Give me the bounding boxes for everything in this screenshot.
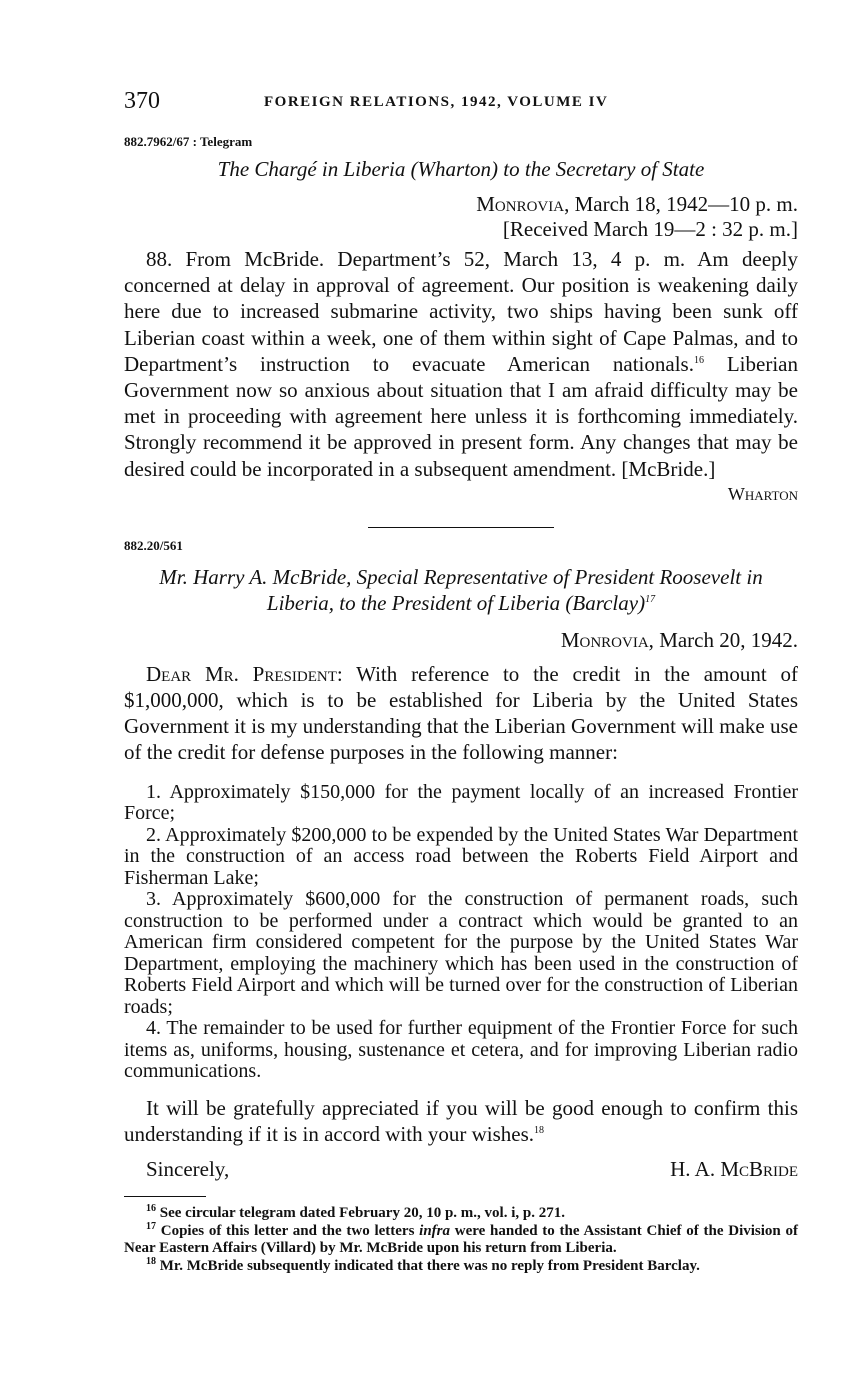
doc2-dateline-date: March 20, 1942. <box>653 627 798 652</box>
doc1-body-part2: Liberian Government now so anxious about situation that I am afraid difficulty may be met in proceeding with agreement here unless it is forthcoming immediately. Strongly recommend it be approved in present form. Any changes that may be desired could be incorporated in a subsequent amendment. [McBride.] <box>124 351 798 481</box>
doc1-dateline-place: Monrovia, <box>476 192 570 216</box>
doc2-heading-text: Mr. Harry A. McBride, Special Representative of President Roosevelt in Liberia, to the President of Liberia (Barclay) <box>159 564 763 615</box>
page-number: 370 <box>124 88 160 114</box>
footnote-18 <box>124 1255 798 1276</box>
doc1-heading: The Chargé in Liberia (Wharton) to the Secretary of State <box>217 157 705 181</box>
doc2-closing-paragraph <box>124 1095 798 1147</box>
footnote-17 <box>124 1220 798 1258</box>
footnote-mark: 18 <box>146 1255 156 1267</box>
footnote-ref-18: 18 <box>534 1124 545 1136</box>
footnote-italic: infra <box>419 1222 451 1239</box>
footnote-text: Mr. McBride subsequently indicated that there was no reply from President Barclay. <box>156 1257 700 1274</box>
running-title: FOREIGN RELATIONS, 1942, VOLUME IV <box>264 94 609 110</box>
list-item: 3. Approximately $600,000 for the construction of permanent roads, such construction to be performed under a contract which would be granted to an American firm considered competent for the purpose by the United States War Department, employing the machinery which has been used in the construction of Roberts Field Airport and which will be turned over for the construction of Liberian roads; <box>124 888 798 1018</box>
footnote-16 <box>124 1205 798 1223</box>
document-page <box>124 88 798 1275</box>
running-head <box>124 88 798 124</box>
doc1-body <box>124 246 798 482</box>
footnote-mark: 17 <box>146 1220 156 1232</box>
footnote-text: were handed to the Assistant Chief of the Division of Near Eastern Affairs (Villard) by Mr. McBride upon his return from Liberia. <box>124 1222 798 1257</box>
footnote-rule <box>124 1196 206 1197</box>
doc1-received: [Received March 19—2 : 32 p. m.] <box>502 217 798 241</box>
list-item: 4. The remainder to be used for further equipment of the Frontier Force for such items as, uniforms, housing, sustenance et cetera, and for improving Liberian radio communications. <box>124 1017 798 1083</box>
footnote-text: Copies of this letter and the two letters <box>156 1222 420 1239</box>
footnote-mark: 16 <box>146 1203 156 1215</box>
complimentary-close: Sincerely, <box>146 1157 230 1182</box>
list-item: 1. Approximately $150,000 for the payment locally of an increased Frontier Force; <box>124 780 798 825</box>
footnote-ref-17: 17 <box>645 593 656 605</box>
section-divider <box>368 527 554 528</box>
doc2-salutation: Dear Mr. President: <box>146 661 343 686</box>
doc1-signature: Wharton <box>727 483 798 504</box>
doc2-file-ref: 882.20/561 <box>124 537 183 553</box>
doc2-closing-text: It will be gratefully appreciated if you will be good enough to confirm this understanding if it is in accord with your wishes. <box>124 1095 798 1146</box>
footnote-text: See circular telegram dated February 20, 10 p. m., vol. i, p. 271. <box>156 1205 565 1222</box>
doc2-closing-row <box>124 1157 798 1182</box>
list-item: 2. Approximately $200,000 to be expended by the United States War Department in the construction of an access road between the Roberts Field Airport and Fisherman Lake; <box>124 823 798 889</box>
doc2-intro-text: With reference to the credit in the amount of $1,000,000, which is to be established for Liberia by the United States Government it is my understanding that the Liberian Government will make use of the credit for defense purposes in the following manner: <box>124 661 798 765</box>
doc1-dateline-date: March 18, 1942—10 p. m. <box>569 192 798 216</box>
doc1-file-ref: 882.7962/67 : Telegram <box>124 134 253 149</box>
doc1-dateline <box>124 192 798 217</box>
doc1-body-part1: 88. From McBride. Department’s 52, March 13, 4 p. m. Am deeply concerned at delay in approval of agreement. Our position is weakening daily here due to increased submarine activity, two ships having been sunk off Liberian coast within a week, one of them within sight of Cape Palmas, and to Department’s instruction to evacuate American nationals. <box>124 247 798 376</box>
footnotes <box>124 1205 798 1275</box>
allocation-list <box>124 782 798 1083</box>
doc2-dateline-place: Monrovia, <box>560 627 654 652</box>
footnote-ref-16: 16 <box>693 354 704 366</box>
doc2-intro <box>124 661 798 766</box>
doc2-signature: H. A. McBride <box>670 1157 798 1182</box>
doc2-heading <box>124 564 798 616</box>
doc2-dateline <box>124 628 798 653</box>
